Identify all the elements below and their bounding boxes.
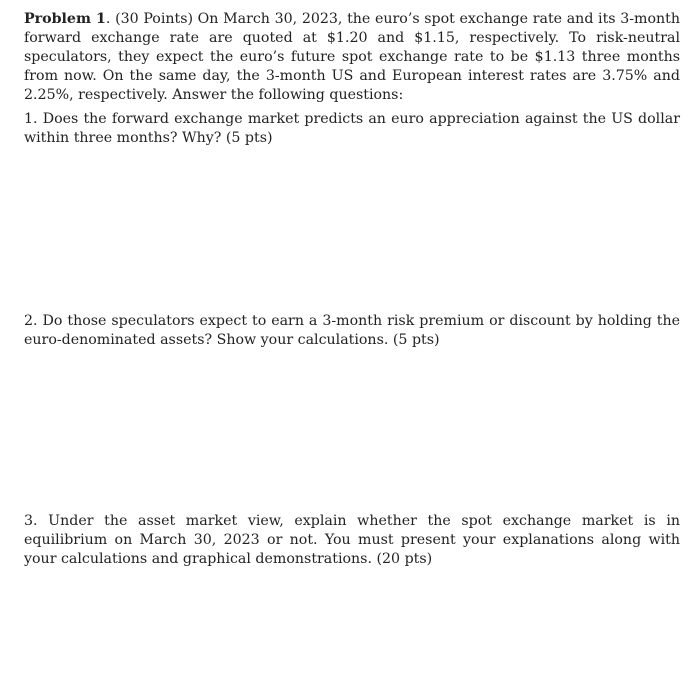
question-2: 2. Do those speculators expect to earn a 3-month risk premium or discount by holding the euro-denominated assets? Show your calculations. (5 pts) (24, 313, 680, 348)
problem-statement (24, 10, 680, 105)
question-3: 3. Under the asset market view, explain whether the spot exchange market is in equilibrium on March 30, 2023 or not. You must present your explanations along with your calculations and graphical demonstrations. (20 pts) (24, 513, 680, 567)
problem-label: Problem 1 (24, 11, 106, 27)
problem-intro: . (30 Points) On March 30, 2023, the euro’s spot exchange rate and its 3-month forward exchange rate are quoted at $1.20 and $1.15, respectively. To risk-neutral speculators, they expect the euro’s future spot exchange rate to be $1.13 three months from now. On the same day, the 3-month US and European interest rates are 3.75% and 2.25%, respectively. Answer the following questions: (24, 11, 681, 103)
problem-page (24, 10, 681, 567)
question-1: 1. Does the forward exchange market predicts an euro appreciation against the US dollar within three months? Why? (5 pts) (24, 111, 680, 146)
